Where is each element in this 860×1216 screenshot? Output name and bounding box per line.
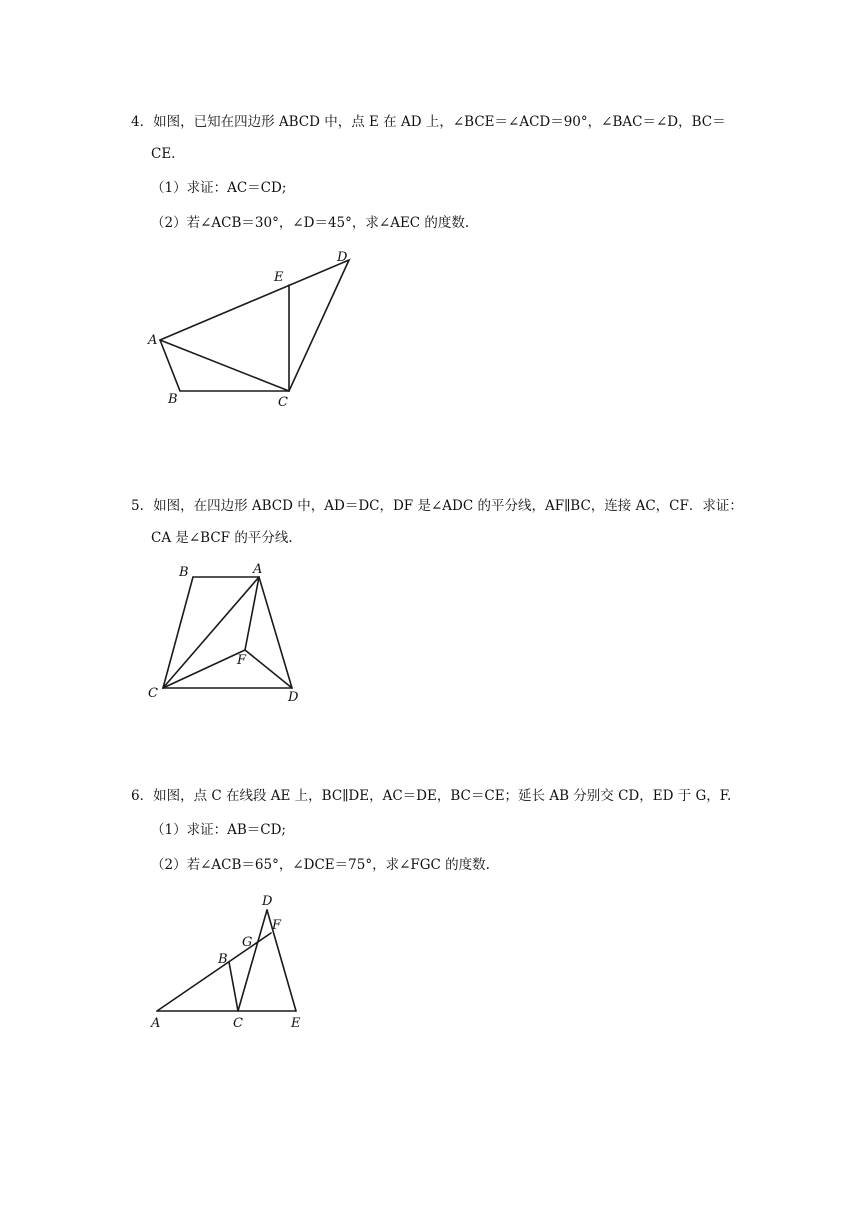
problem-6-part-2: （2）若∠ACB＝65°，∠DCE＝75°，求∠FGC 的度数.: [151, 857, 490, 873]
label-b: B: [168, 392, 178, 407]
label-e: E: [274, 270, 284, 285]
label-a: A: [151, 1016, 161, 1031]
problem-4-line-1: 4．如图，已知在四边形 ABCD 中，点 E 在 AD 上，∠BCE＝∠ACD＝90°，∠BAC＝∠D，BC＝: [131, 114, 726, 130]
label-c: C: [148, 686, 158, 701]
segment-af: [157, 933, 271, 1011]
problem-4-part-1: （1）求证：AC＝CD;: [151, 180, 287, 196]
label-d: D: [337, 250, 348, 265]
problem-6-part-1: （1）求证：AB＝CD;: [151, 822, 286, 838]
label-c: C: [233, 1016, 243, 1031]
label-d: D: [262, 894, 273, 909]
segment-cd: [238, 910, 267, 1011]
label-c: C: [278, 395, 288, 410]
problem-6-line-1: 6．如图，点 C 在线段 AE 上，BC∥DE，AC＝DE，BC＝CE；延长 AB 分别交 CD，ED 于 G，F.: [131, 788, 732, 804]
label-b: B: [218, 952, 228, 967]
label-f: F: [237, 653, 247, 668]
segment-bc: [229, 962, 238, 1011]
problem-5-line-1: 5．如图，在四边形 ABCD 中，AD＝DC，DF 是∠ADC 的平分线，AF∥BC，连接 AC，CF．求证：: [131, 498, 743, 514]
label-f: F: [272, 918, 282, 933]
label-a: A: [253, 562, 263, 577]
problem-4-part-2: （2）若∠ACB＝30°，∠D＝45°，求∠AEC 的度数.: [151, 215, 470, 231]
problem-5-line-2: CA 是∠BCF 的平分线.: [151, 530, 293, 546]
label-b: B: [179, 565, 189, 580]
problem-4-line-2: CE.: [151, 146, 176, 162]
label-d: D: [288, 690, 299, 705]
label-g: G: [242, 935, 253, 950]
label-a: A: [148, 333, 158, 348]
label-e: E: [291, 1016, 301, 1031]
